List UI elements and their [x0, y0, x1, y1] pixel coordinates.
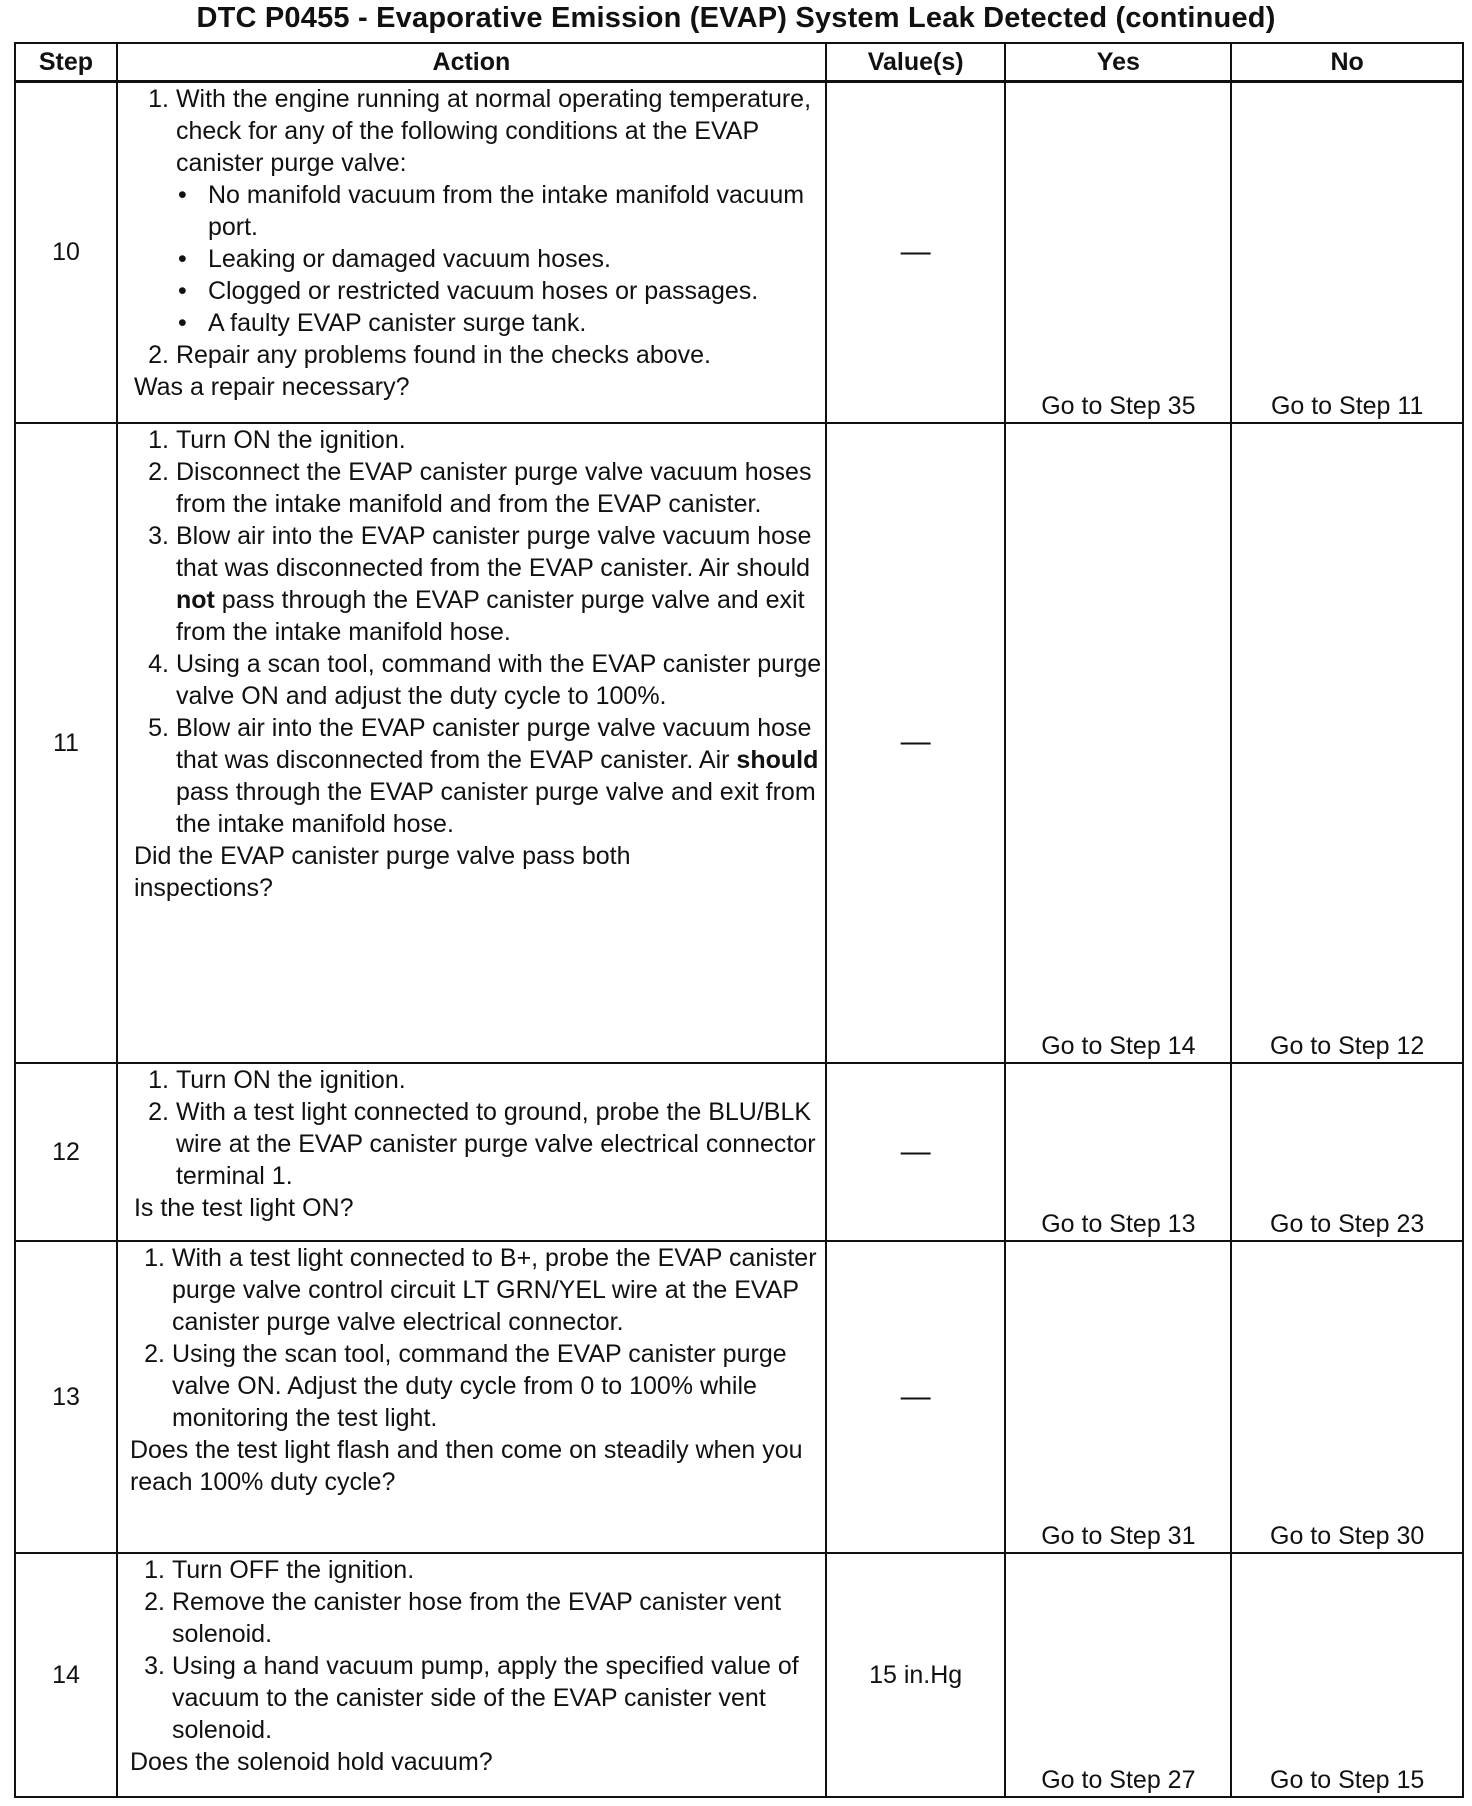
action-question: Did the EVAP canister purge valve pass both inspections?: [133, 841, 631, 902]
action-cell: [117, 1063, 826, 1241]
header-action: Action: [117, 43, 826, 82]
list-item: • A faulty EVAP canister surge tank.: [208, 307, 825, 339]
action-steps: [132, 83, 825, 371]
action-cell: [117, 423, 826, 1064]
table-row-step-10: [15, 82, 1463, 423]
action-item: 1. Turn ON the ignition.: [176, 424, 825, 456]
action-item: 1. With a test light connected to B+, probe the EVAP canister purge valve control circuit LT GRN/YEL wire at the EVAP canister purge valve electrical connector.: [172, 1242, 825, 1338]
yes-cell: Go to Step 13: [1005, 1063, 1231, 1241]
value-cell: —: [826, 82, 1006, 423]
table-row-step-14: [15, 1553, 1463, 1797]
action-item: 5. Blow air into the EVAP canister purge valve vacuum hose that was disconnected from the EVAP canister. Air should pass through the EVAP canister purge valve and exit from the intake manifold hose.: [176, 712, 825, 840]
action-steps: [128, 1242, 825, 1434]
header-row: [15, 43, 1463, 82]
action-item: 2. Remove the canister hose from the EVAP canister vent solenoid.: [172, 1586, 825, 1650]
action-cell: [117, 82, 826, 423]
no-cell: Go to Step 15: [1231, 1553, 1463, 1797]
action-item: 1. Turn ON the ignition.: [176, 1064, 825, 1096]
action-cell: [117, 1241, 826, 1553]
list-item: • Clogged or restricted vacuum hoses or passages.: [208, 275, 825, 307]
header-values: Value(s): [826, 43, 1006, 82]
action-question: Does the solenoid hold vacuum?: [129, 1748, 493, 1777]
header-yes: Yes: [1005, 43, 1231, 82]
step-number: 10: [15, 82, 117, 423]
table-row-step-11: [15, 423, 1463, 1064]
step-number: 11: [15, 423, 117, 1064]
action-steps: [132, 1064, 825, 1192]
action-item: 2. Repair any problems found in the checks above.: [176, 339, 825, 371]
diagnostic-table: [14, 42, 1464, 1798]
yes-cell: Go to Step 35: [1005, 82, 1231, 423]
condition-list: [176, 179, 825, 339]
action-steps: [128, 1554, 825, 1746]
action-question: Does the test light flash and then come on steadily when you reach 100% duty cycle?: [129, 1436, 803, 1496]
action-question: Is the test light ON?: [133, 1194, 354, 1223]
action-item: 2. With a test light connected to ground, probe the BLU/BLK wire at the EVAP canister purge valve electrical connector terminal 1.: [176, 1096, 825, 1192]
action-item: 4. Using a scan tool, command with the EVAP canister purge valve ON and adjust the duty cycle to 100%.: [176, 648, 825, 712]
no-cell: Go to Step 23: [1231, 1063, 1463, 1241]
list-item: • No manifold vacuum from the intake manifold vacuum port.: [208, 179, 825, 243]
page-title: DTC P0455 - Evaporative Emission (EVAP) System Leak Detected (continued): [196, 2, 1276, 34]
value-cell: —: [826, 423, 1006, 1064]
header-step: Step: [15, 43, 117, 82]
action-item: 3. Blow air into the EVAP canister purge valve vacuum hose that was disconnected from the EVAP canister. Air should not pass through the EVAP canister purge valve and exit from the intake manifold hose.: [176, 520, 825, 648]
yes-cell: Go to Step 27: [1005, 1553, 1231, 1797]
list-item: • Leaking or damaged vacuum hoses.: [208, 243, 825, 275]
action-item: 1. With the engine running at normal operating temperature, check for any of the following conditions at the EVAP canister purge valve: • No manifold vacuum from the intake manifold vacuum port. • Leaking or damaged vacuum hoses. • Clogged or restricted vacuum hoses or passages. • A faulty EVAP canister surge tank.: [176, 83, 825, 339]
value-cell: 15 in.Hg: [826, 1553, 1006, 1797]
table-row-step-13: [15, 1241, 1463, 1553]
yes-cell: Go to Step 31: [1005, 1241, 1231, 1553]
value-cell: —: [826, 1241, 1006, 1553]
action-item: 3. Using a hand vacuum pump, apply the specified value of vacuum to the canister side of the EVAP canister vent solenoid.: [172, 1650, 825, 1746]
step-number: 13: [15, 1241, 117, 1553]
value-cell: —: [826, 1063, 1006, 1241]
action-cell: [117, 1553, 826, 1797]
no-cell: Go to Step 11: [1231, 82, 1463, 423]
header-no: No: [1231, 43, 1463, 82]
action-item: 2. Using the scan tool, command the EVAP canister purge valve ON. Adjust the duty cycle from 0 to 100% while monitoring the test light.: [172, 1338, 825, 1434]
no-cell: Go to Step 30: [1231, 1241, 1463, 1553]
no-cell: Go to Step 12: [1231, 423, 1463, 1064]
action-question: Was a repair necessary?: [133, 373, 410, 401]
step-number: 14: [15, 1553, 117, 1797]
action-item: 1. Turn OFF the ignition.: [172, 1554, 825, 1586]
yes-cell: Go to Step 14: [1005, 423, 1231, 1064]
table-row-step-12: [15, 1063, 1463, 1241]
step-number: 12: [15, 1063, 117, 1241]
action-item: 2. Disconnect the EVAP canister purge valve vacuum hoses from the intake manifold and from the EVAP canister.: [176, 456, 825, 520]
action-steps: [132, 424, 825, 840]
